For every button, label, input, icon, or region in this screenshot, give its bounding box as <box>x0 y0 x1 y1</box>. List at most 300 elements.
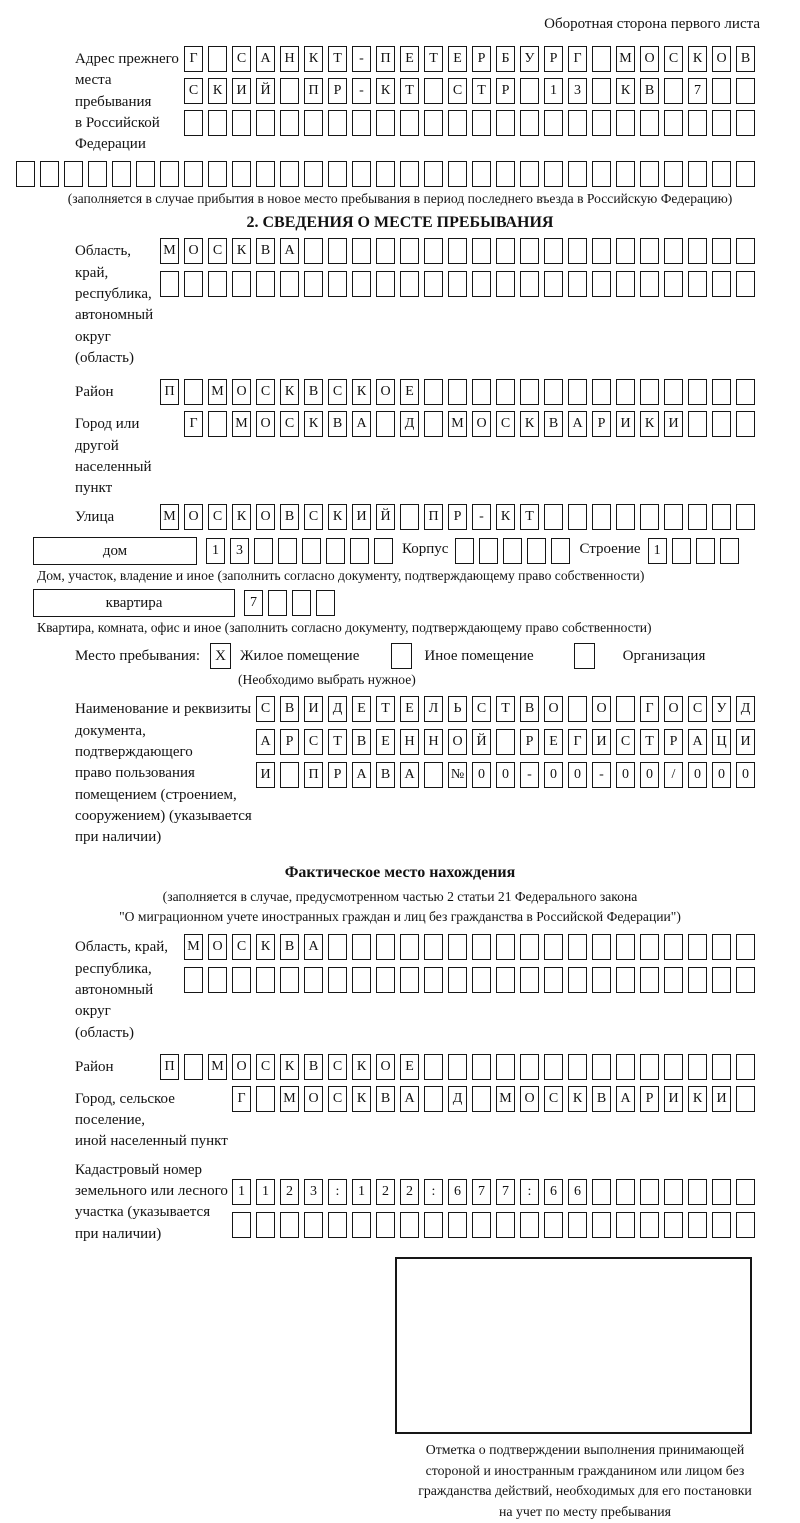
char-cell[interactable] <box>448 1054 467 1080</box>
char-cell[interactable] <box>376 411 395 437</box>
char-cell[interactable] <box>424 934 443 960</box>
char-cell[interactable] <box>352 161 371 187</box>
char-cell[interactable] <box>376 271 395 297</box>
char-cell[interactable]: К <box>496 504 515 530</box>
char-cell[interactable] <box>520 110 539 136</box>
char-cell[interactable]: О <box>304 1086 323 1112</box>
char-cell[interactable] <box>455 538 474 564</box>
char-cell[interactable] <box>664 379 683 405</box>
char-cell[interactable]: : <box>424 1179 443 1205</box>
char-cell[interactable]: К <box>688 1086 707 1112</box>
char-cell[interactable]: Н <box>424 729 443 755</box>
char-cell[interactable] <box>712 271 731 297</box>
char-cell[interactable] <box>376 161 395 187</box>
char-cell[interactable] <box>712 161 731 187</box>
char-cell[interactable] <box>424 762 443 788</box>
char-cell[interactable]: А <box>400 762 419 788</box>
char-cell[interactable] <box>688 271 707 297</box>
char-cell[interactable]: К <box>688 46 707 72</box>
char-cell[interactable]: 0 <box>568 762 587 788</box>
char-cell[interactable] <box>160 271 179 297</box>
char-cell[interactable] <box>448 110 467 136</box>
char-cell[interactable]: Й <box>256 78 275 104</box>
char-cell[interactable] <box>256 271 275 297</box>
char-cell[interactable]: П <box>376 46 395 72</box>
char-cell[interactable]: К <box>352 1086 371 1112</box>
char-cell[interactable] <box>328 271 347 297</box>
char-cell[interactable] <box>640 934 659 960</box>
char-cell[interactable] <box>664 967 683 993</box>
char-cell[interactable]: К <box>232 238 251 264</box>
char-cell[interactable]: 7 <box>472 1179 491 1205</box>
char-cell[interactable] <box>316 590 335 616</box>
char-cell[interactable] <box>568 238 587 264</box>
char-cell[interactable]: К <box>280 1054 299 1080</box>
char-cell[interactable]: К <box>280 379 299 405</box>
char-cell[interactable]: М <box>616 46 635 72</box>
char-cell[interactable] <box>472 110 491 136</box>
char-cell[interactable]: 2 <box>376 1179 395 1205</box>
char-cell[interactable]: И <box>616 411 635 437</box>
char-cell[interactable]: С <box>280 411 299 437</box>
char-cell[interactable]: И <box>592 729 611 755</box>
char-cell[interactable] <box>208 271 227 297</box>
char-cell[interactable] <box>280 78 299 104</box>
char-cell[interactable] <box>616 238 635 264</box>
char-cell[interactable]: К <box>304 46 323 72</box>
char-cell[interactable]: 0 <box>688 762 707 788</box>
char-cell[interactable] <box>374 538 393 564</box>
char-cell[interactable] <box>352 110 371 136</box>
char-cell[interactable]: 3 <box>304 1179 323 1205</box>
char-cell[interactable]: 1 <box>544 78 563 104</box>
char-cell[interactable] <box>496 379 515 405</box>
char-cell[interactable]: 0 <box>736 762 755 788</box>
char-cell[interactable]: С <box>328 1086 347 1112</box>
char-cell[interactable] <box>640 1054 659 1080</box>
char-cell[interactable]: В <box>280 696 299 722</box>
char-cell[interactable] <box>688 161 707 187</box>
char-cell[interactable] <box>592 504 611 530</box>
char-cell[interactable] <box>232 967 251 993</box>
char-cell[interactable] <box>520 1212 539 1238</box>
char-cell[interactable] <box>326 538 345 564</box>
char-cell[interactable] <box>472 161 491 187</box>
char-cell[interactable]: С <box>184 78 203 104</box>
char-cell[interactable]: О <box>232 1054 251 1080</box>
char-cell[interactable] <box>496 729 515 755</box>
char-cell[interactable]: Л <box>424 696 443 722</box>
char-cell[interactable]: - <box>352 78 371 104</box>
char-cell[interactable] <box>280 1212 299 1238</box>
char-cell[interactable] <box>736 110 755 136</box>
char-cell[interactable] <box>184 271 203 297</box>
char-cell[interactable] <box>254 538 273 564</box>
char-cell[interactable] <box>472 271 491 297</box>
char-cell[interactable]: С <box>544 1086 563 1112</box>
char-cell[interactable] <box>568 967 587 993</box>
char-cell[interactable]: А <box>256 729 275 755</box>
char-cell[interactable] <box>712 110 731 136</box>
char-cell[interactable]: Д <box>328 696 347 722</box>
char-cell[interactable]: О <box>664 696 683 722</box>
char-cell[interactable] <box>256 1086 275 1112</box>
char-cell[interactable]: Р <box>544 46 563 72</box>
char-cell[interactable] <box>112 161 131 187</box>
char-cell[interactable] <box>712 1054 731 1080</box>
char-cell[interactable] <box>479 538 498 564</box>
char-cell[interactable] <box>736 238 755 264</box>
char-cell[interactable] <box>568 504 587 530</box>
char-cell[interactable]: / <box>664 762 683 788</box>
char-cell[interactable] <box>352 271 371 297</box>
char-cell[interactable]: Т <box>328 729 347 755</box>
char-cell[interactable]: К <box>208 78 227 104</box>
char-cell[interactable]: Т <box>472 78 491 104</box>
char-cell[interactable] <box>184 1054 203 1080</box>
char-cell[interactable] <box>280 967 299 993</box>
char-cell[interactable]: С <box>232 934 251 960</box>
char-cell[interactable] <box>424 238 443 264</box>
char-cell[interactable]: И <box>736 729 755 755</box>
char-cell[interactable] <box>664 504 683 530</box>
char-cell[interactable]: И <box>664 411 683 437</box>
char-cell[interactable] <box>328 110 347 136</box>
char-cell[interactable] <box>640 379 659 405</box>
char-cell[interactable] <box>232 161 251 187</box>
char-cell[interactable] <box>400 238 419 264</box>
char-cell[interactable] <box>688 1179 707 1205</box>
char-cell[interactable] <box>616 379 635 405</box>
char-cell[interactable]: М <box>184 934 203 960</box>
char-cell[interactable]: : <box>520 1179 539 1205</box>
char-cell[interactable]: К <box>352 379 371 405</box>
char-cell[interactable]: Т <box>520 504 539 530</box>
char-cell[interactable] <box>232 271 251 297</box>
char-cell[interactable]: 1 <box>648 538 667 564</box>
char-cell[interactable]: С <box>328 1054 347 1080</box>
char-cell[interactable] <box>712 411 731 437</box>
char-cell[interactable] <box>400 934 419 960</box>
char-cell[interactable]: № <box>448 762 467 788</box>
char-cell[interactable] <box>592 967 611 993</box>
char-cell[interactable] <box>184 967 203 993</box>
char-cell[interactable] <box>64 161 83 187</box>
char-cell[interactable] <box>664 1054 683 1080</box>
char-cell[interactable] <box>256 110 275 136</box>
char-cell[interactable]: 6 <box>448 1179 467 1205</box>
char-cell[interactable]: 7 <box>244 590 263 616</box>
char-cell[interactable] <box>544 110 563 136</box>
char-cell[interactable]: 1 <box>232 1179 251 1205</box>
char-cell[interactable] <box>472 1086 491 1112</box>
char-cell[interactable] <box>328 934 347 960</box>
char-cell[interactable] <box>208 46 227 72</box>
char-cell[interactable] <box>616 161 635 187</box>
char-cell[interactable] <box>527 538 546 564</box>
char-cell[interactable]: У <box>712 696 731 722</box>
char-cell[interactable] <box>232 110 251 136</box>
char-cell[interactable]: Р <box>496 78 515 104</box>
char-cell[interactable] <box>472 934 491 960</box>
char-cell[interactable]: М <box>208 1054 227 1080</box>
char-cell[interactable] <box>292 590 311 616</box>
char-cell[interactable] <box>672 538 691 564</box>
char-cell[interactable] <box>664 78 683 104</box>
char-cell[interactable] <box>376 110 395 136</box>
char-cell[interactable] <box>328 1212 347 1238</box>
char-cell[interactable] <box>424 967 443 993</box>
char-cell[interactable]: М <box>160 238 179 264</box>
char-cell[interactable] <box>520 271 539 297</box>
char-cell[interactable] <box>184 379 203 405</box>
char-cell[interactable]: Р <box>472 46 491 72</box>
char-cell[interactable] <box>280 161 299 187</box>
char-cell[interactable] <box>712 238 731 264</box>
char-cell[interactable] <box>304 1212 323 1238</box>
char-cell[interactable] <box>424 78 443 104</box>
char-cell[interactable]: Е <box>544 729 563 755</box>
char-cell[interactable] <box>592 110 611 136</box>
char-cell[interactable]: 6 <box>568 1179 587 1205</box>
char-cell[interactable] <box>496 271 515 297</box>
char-cell[interactable]: С <box>256 696 275 722</box>
char-cell[interactable] <box>544 271 563 297</box>
char-cell[interactable] <box>496 1054 515 1080</box>
char-cell[interactable]: В <box>304 1054 323 1080</box>
char-cell[interactable]: А <box>280 238 299 264</box>
char-cell[interactable]: 0 <box>544 762 563 788</box>
char-cell[interactable] <box>376 238 395 264</box>
char-cell[interactable] <box>400 967 419 993</box>
char-cell[interactable]: О <box>256 411 275 437</box>
char-cell[interactable]: В <box>280 504 299 530</box>
char-cell[interactable]: П <box>424 504 443 530</box>
char-cell[interactable] <box>736 271 755 297</box>
char-cell[interactable]: А <box>352 411 371 437</box>
char-cell[interactable]: И <box>256 762 275 788</box>
char-cell[interactable] <box>496 161 515 187</box>
char-cell[interactable] <box>688 504 707 530</box>
char-cell[interactable] <box>544 161 563 187</box>
char-cell[interactable] <box>496 934 515 960</box>
char-cell[interactable]: А <box>616 1086 635 1112</box>
char-cell[interactable]: Р <box>328 78 347 104</box>
char-cell[interactable]: 3 <box>230 538 249 564</box>
char-cell[interactable]: Ц <box>712 729 731 755</box>
checkbox-organization[interactable] <box>574 643 595 669</box>
char-cell[interactable] <box>328 161 347 187</box>
char-cell[interactable] <box>256 967 275 993</box>
char-cell[interactable]: П <box>304 762 323 788</box>
char-cell[interactable]: Д <box>400 411 419 437</box>
char-cell[interactable] <box>640 271 659 297</box>
char-cell[interactable]: 0 <box>712 762 731 788</box>
char-cell[interactable]: П <box>160 379 179 405</box>
char-cell[interactable] <box>664 238 683 264</box>
char-cell[interactable] <box>736 1212 755 1238</box>
char-cell[interactable] <box>256 1212 275 1238</box>
char-cell[interactable] <box>568 1212 587 1238</box>
char-cell[interactable] <box>304 967 323 993</box>
char-cell[interactable] <box>568 379 587 405</box>
char-cell[interactable] <box>304 110 323 136</box>
char-cell[interactable] <box>424 1054 443 1080</box>
char-cell[interactable] <box>544 1054 563 1080</box>
char-cell[interactable] <box>208 161 227 187</box>
char-cell[interactable] <box>16 161 35 187</box>
char-cell[interactable] <box>736 1179 755 1205</box>
char-cell[interactable] <box>664 110 683 136</box>
char-cell[interactable] <box>616 1054 635 1080</box>
char-cell[interactable] <box>424 1212 443 1238</box>
char-cell[interactable]: О <box>376 379 395 405</box>
char-cell[interactable]: 1 <box>256 1179 275 1205</box>
char-cell[interactable] <box>712 78 731 104</box>
char-cell[interactable] <box>448 934 467 960</box>
char-cell[interactable]: В <box>280 934 299 960</box>
char-cell[interactable]: Е <box>352 696 371 722</box>
char-cell[interactable]: : <box>328 1179 347 1205</box>
char-cell[interactable] <box>592 271 611 297</box>
char-cell[interactable] <box>712 1179 731 1205</box>
char-cell[interactable] <box>208 411 227 437</box>
char-cell[interactable]: 1 <box>206 538 225 564</box>
char-cell[interactable] <box>712 967 731 993</box>
char-cell[interactable]: О <box>256 504 275 530</box>
char-cell[interactable] <box>592 46 611 72</box>
char-cell[interactable]: В <box>640 78 659 104</box>
char-cell[interactable] <box>664 934 683 960</box>
char-cell[interactable]: И <box>304 696 323 722</box>
char-cell[interactable]: О <box>448 729 467 755</box>
char-cell[interactable]: К <box>232 504 251 530</box>
char-cell[interactable]: Т <box>376 696 395 722</box>
char-cell[interactable] <box>568 161 587 187</box>
char-cell[interactable] <box>592 1179 611 1205</box>
checkbox-residential[interactable]: X <box>210 643 231 669</box>
char-cell[interactable]: И <box>352 504 371 530</box>
char-cell[interactable] <box>256 161 275 187</box>
char-cell[interactable] <box>592 1212 611 1238</box>
char-cell[interactable] <box>640 238 659 264</box>
char-cell[interactable]: 3 <box>568 78 587 104</box>
char-cell[interactable]: К <box>568 1086 587 1112</box>
char-cell[interactable] <box>592 78 611 104</box>
char-cell[interactable]: А <box>568 411 587 437</box>
char-cell[interactable]: Е <box>400 1054 419 1080</box>
char-cell[interactable] <box>280 271 299 297</box>
char-cell[interactable] <box>208 967 227 993</box>
char-cell[interactable] <box>664 161 683 187</box>
char-cell[interactable] <box>688 1054 707 1080</box>
char-cell[interactable]: И <box>664 1086 683 1112</box>
char-cell[interactable] <box>688 411 707 437</box>
char-cell[interactable]: С <box>448 78 467 104</box>
char-cell[interactable]: - <box>352 46 371 72</box>
char-cell[interactable] <box>616 504 635 530</box>
char-cell[interactable]: В <box>376 1086 395 1112</box>
char-cell[interactable]: 1 <box>352 1179 371 1205</box>
char-cell[interactable]: С <box>232 46 251 72</box>
char-cell[interactable] <box>448 238 467 264</box>
char-cell[interactable]: С <box>616 729 635 755</box>
char-cell[interactable] <box>448 967 467 993</box>
char-cell[interactable] <box>688 1212 707 1238</box>
char-cell[interactable]: И <box>232 78 251 104</box>
char-cell[interactable]: О <box>184 238 203 264</box>
char-cell[interactable] <box>640 504 659 530</box>
char-cell[interactable]: 0 <box>640 762 659 788</box>
char-cell[interactable]: С <box>496 411 515 437</box>
char-cell[interactable] <box>712 379 731 405</box>
char-cell[interactable] <box>400 504 419 530</box>
char-cell[interactable]: Е <box>400 46 419 72</box>
char-cell[interactable] <box>544 967 563 993</box>
char-cell[interactable] <box>520 967 539 993</box>
char-cell[interactable] <box>664 1179 683 1205</box>
char-cell[interactable] <box>616 934 635 960</box>
char-cell[interactable] <box>328 967 347 993</box>
char-cell[interactable]: Р <box>328 762 347 788</box>
char-cell[interactable]: Г <box>184 46 203 72</box>
char-cell[interactable] <box>592 379 611 405</box>
char-cell[interactable]: Т <box>400 78 419 104</box>
char-cell[interactable] <box>616 271 635 297</box>
char-cell[interactable] <box>472 967 491 993</box>
char-cell[interactable] <box>448 379 467 405</box>
char-cell[interactable]: 0 <box>472 762 491 788</box>
char-cell[interactable]: К <box>520 411 539 437</box>
char-cell[interactable]: Т <box>328 46 347 72</box>
char-cell[interactable]: К <box>376 78 395 104</box>
char-cell[interactable]: 0 <box>496 762 515 788</box>
char-cell[interactable] <box>551 538 570 564</box>
char-cell[interactable] <box>280 762 299 788</box>
char-cell[interactable]: К <box>328 504 347 530</box>
char-cell[interactable]: В <box>352 729 371 755</box>
char-cell[interactable]: В <box>736 46 755 72</box>
char-cell[interactable]: К <box>352 1054 371 1080</box>
char-cell[interactable]: К <box>640 411 659 437</box>
char-cell[interactable] <box>568 934 587 960</box>
char-cell[interactable] <box>184 110 203 136</box>
char-cell[interactable] <box>88 161 107 187</box>
char-cell[interactable] <box>696 538 715 564</box>
char-cell[interactable] <box>424 411 443 437</box>
char-cell[interactable]: Р <box>448 504 467 530</box>
char-cell[interactable] <box>302 538 321 564</box>
char-cell[interactable]: М <box>496 1086 515 1112</box>
char-cell[interactable] <box>736 934 755 960</box>
char-cell[interactable] <box>160 161 179 187</box>
char-cell[interactable]: Д <box>448 1086 467 1112</box>
char-cell[interactable]: С <box>256 379 275 405</box>
char-cell[interactable] <box>268 590 287 616</box>
char-cell[interactable]: В <box>304 379 323 405</box>
char-cell[interactable] <box>496 110 515 136</box>
char-cell[interactable] <box>232 1212 251 1238</box>
char-cell[interactable]: Й <box>472 729 491 755</box>
char-cell[interactable]: О <box>592 696 611 722</box>
char-cell[interactable]: К <box>616 78 635 104</box>
checkbox-other-premises[interactable] <box>391 643 412 669</box>
char-cell[interactable]: 2 <box>280 1179 299 1205</box>
char-cell[interactable]: К <box>256 934 275 960</box>
char-cell[interactable] <box>640 161 659 187</box>
char-cell[interactable]: Н <box>280 46 299 72</box>
char-cell[interactable] <box>712 504 731 530</box>
